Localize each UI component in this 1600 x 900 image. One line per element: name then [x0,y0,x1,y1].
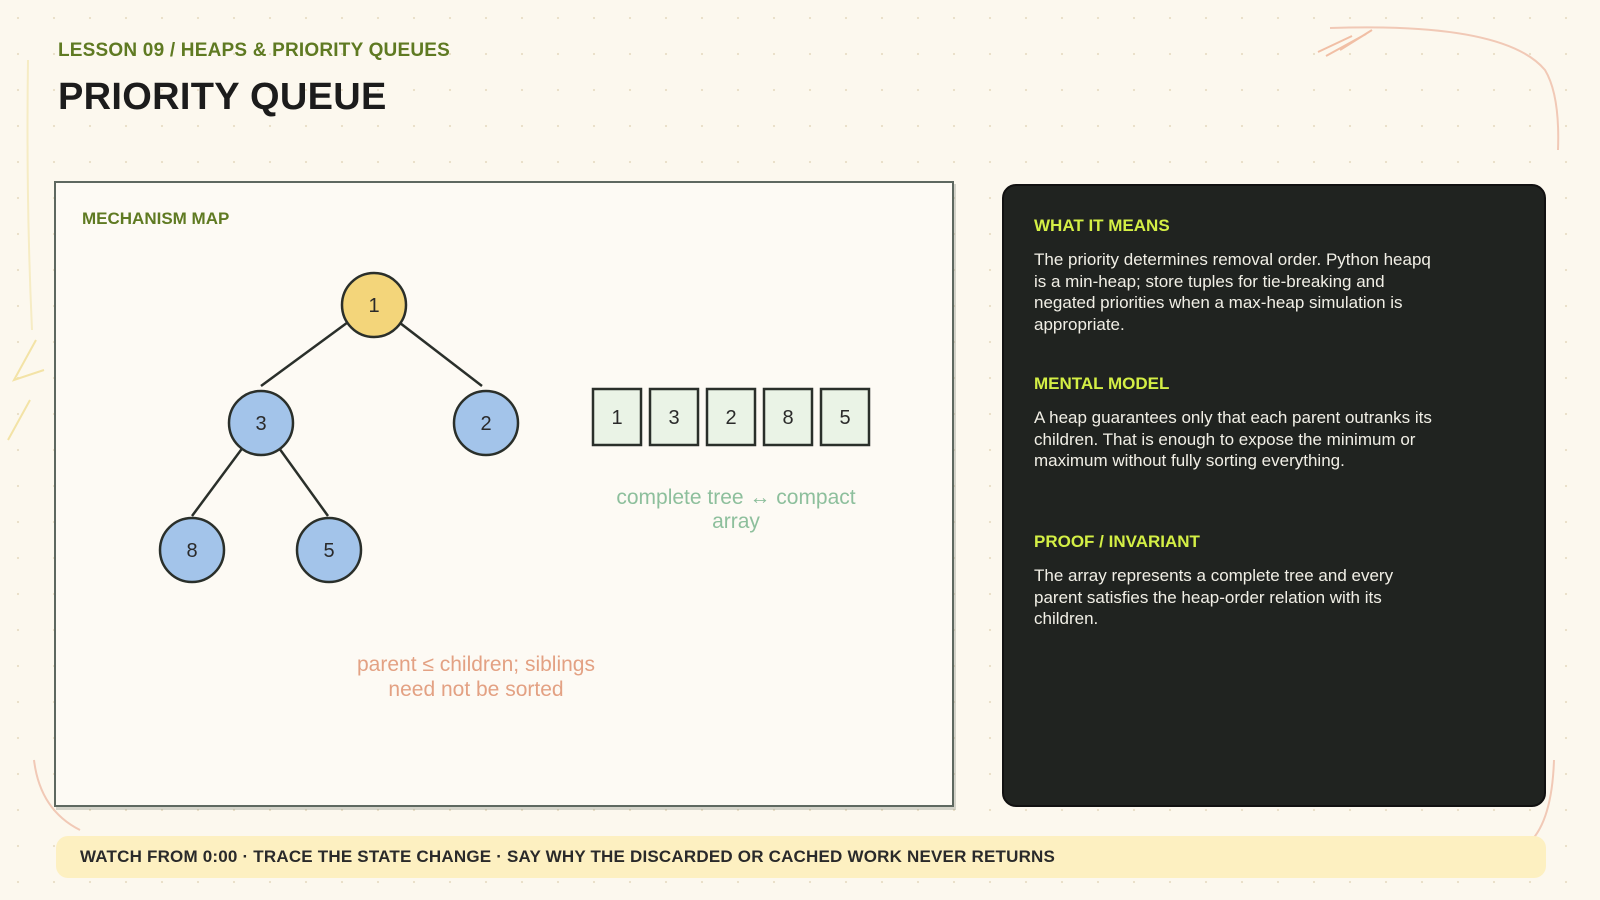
array-cell-label: 8 [782,407,794,429]
tree-node [297,518,361,582]
tree-node-label: 5 [323,540,335,562]
tree-node [454,391,518,455]
mechanism-map-panel [54,181,954,807]
tree-node-root [342,273,406,337]
section-heading: WHAT IT MEANS [1034,216,1170,235]
tree-node-label: 3 [255,413,267,435]
tree-node [229,391,293,455]
proof-invariant-section [1034,532,1434,630]
array-cell-label: 5 [839,407,851,429]
heap-order-caption: parent ≤ children; siblings need not be sorted [357,653,595,701]
section-body: A heap guarantees only that each parent outranks its children. That is enough to expose the minimum or maximum without fully sorting everything. [1034,408,1432,470]
footer-instruction: WATCH FROM 0:00 · TRACE THE STATE CHANGE · SAY WHY THE DISCARDED OR CACHED WORK NEVER RETURNS [80,847,1056,866]
array-caption: complete tree ↔ compact array [616,486,856,533]
array-cell [593,389,641,445]
section-heading: MENTAL MODEL [1034,374,1170,393]
tree-node-label: 8 [186,540,198,562]
tree-node-label: 1 [368,295,380,317]
heap-array [593,389,869,445]
lesson-breadcrumb: LESSON 09 / HEAPS & PRIORITY QUEUES [58,40,451,61]
mental-model-section [1034,374,1434,472]
footer-instruction-bar [56,836,1546,878]
array-cell [707,389,755,445]
tree-node-label: 2 [480,413,492,435]
page-title: PRIORITY QUEUE [58,76,387,118]
array-cell-label: 3 [668,407,680,429]
mechanism-map-heading: MECHANISM MAP [82,209,230,228]
array-cell [650,389,698,445]
section-body: The priority determines removal order. Python heapq is a min-heap; store tuples for tie-breaking and negated priorities when a max-heap simulation is appropriate. [1034,250,1431,334]
explanation-panel [1002,184,1546,807]
array-cell [821,389,869,445]
section-body: The array represents a complete tree and every parent satisfies the heap-order relation with its children. [1034,566,1394,628]
array-cell-label: 1 [611,407,623,429]
section-heading: PROOF / INVARIANT [1034,532,1200,551]
array-cell-label: 2 [725,407,737,429]
tree-node [160,518,224,582]
what-it-means-section [1034,216,1434,335]
array-cell [764,389,812,445]
